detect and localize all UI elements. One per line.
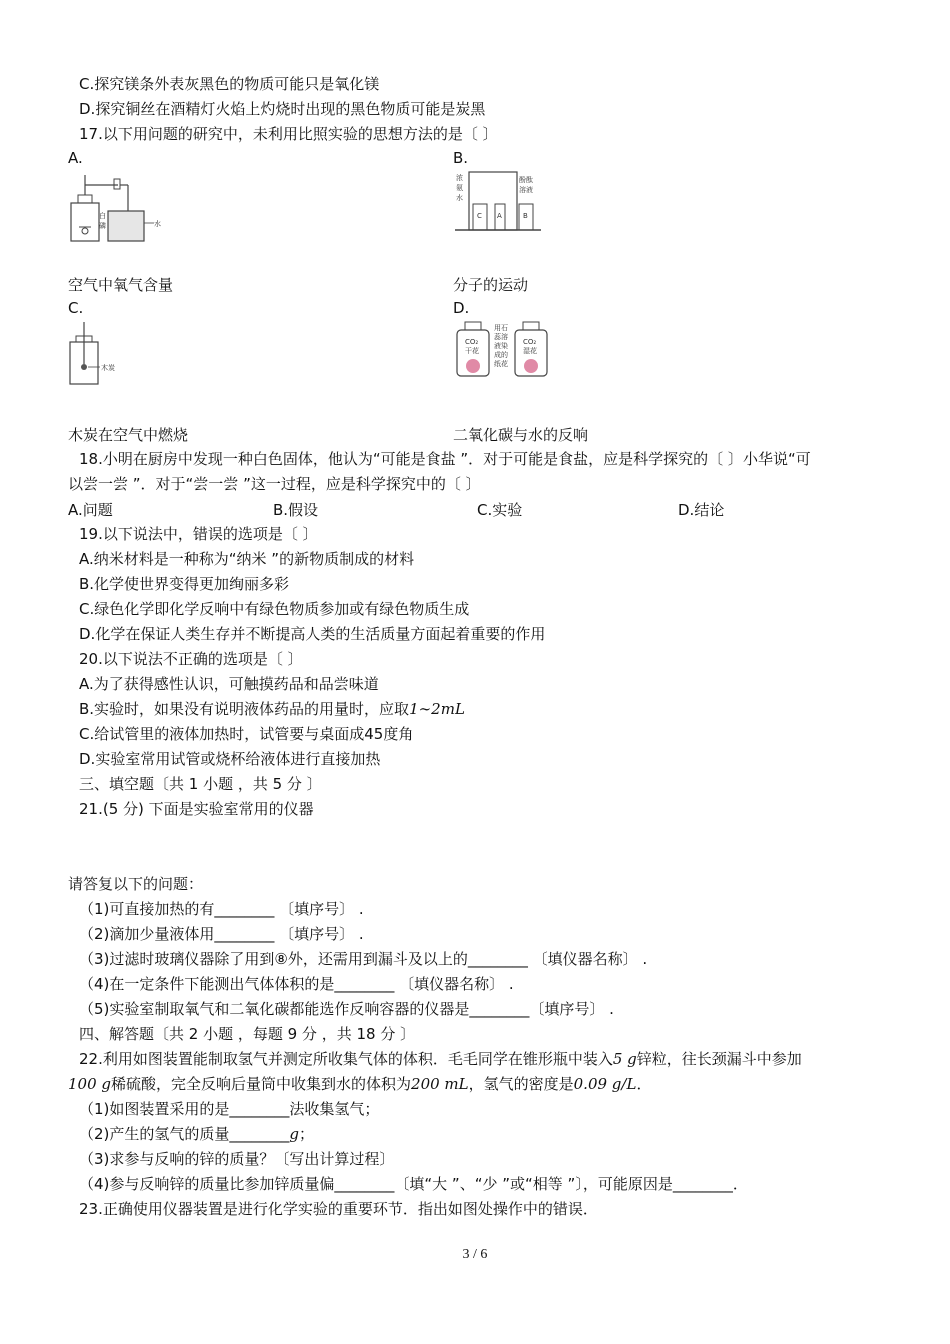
q21-sub-1: （1)可直接加热的有________ 〔填序号〕 . bbox=[79, 900, 364, 918]
charcoal-burning-figure bbox=[66, 320, 136, 388]
page-number: 3 / 6 bbox=[462, 1247, 488, 1262]
q20-option-c[interactable]: C.给试管里的液体加热时，试管要与桌面成45度角 bbox=[79, 725, 414, 743]
hydrogen-density-math: 0.09 g/L bbox=[573, 1075, 637, 1093]
q19-option-b[interactable]: B.化学使世界变得更加绚丽多彩 bbox=[79, 575, 290, 593]
q22-text: 22.利用如图装置能制取氢气并测定所收集气体的体积．毛毛同学在锥形瓶中装入 bbox=[79, 1050, 613, 1068]
q19-option-a[interactable]: A.纳米材料是一种称为“纳米 ”的新物质制成的材料 bbox=[79, 550, 415, 568]
q18-option-b[interactable]: B.假设 bbox=[273, 501, 319, 519]
option-line: C.探究镁条外表灰黑色的物质可能只是氧化镁 bbox=[79, 75, 380, 93]
white-phosphorus-label: 白 bbox=[99, 212, 106, 220]
q17-option-d-label[interactable]: D. bbox=[453, 299, 470, 317]
water-label: 水 bbox=[154, 220, 161, 228]
co2-label: CO₂ bbox=[523, 338, 537, 346]
q21-sub-3: （3)过滤时玻璃仪器除了用到⑧外，还需用到漏斗及以上的________ 〔填仪器名称〕 . bbox=[79, 950, 648, 968]
ammonia-label: 氨 bbox=[456, 184, 463, 192]
q17-option-a-label[interactable]: A. bbox=[68, 149, 83, 167]
q17-option-b-caption: 分子的运动 bbox=[453, 276, 529, 294]
q21-intro: 请答复以下的问题： bbox=[68, 875, 204, 893]
q22-sub-1: （1)如图装置采用的是________法收集氢气； bbox=[79, 1100, 380, 1118]
water-volume-math: 200 mL bbox=[411, 1075, 469, 1093]
q17-option-c-label[interactable]: C. bbox=[68, 299, 84, 317]
q17-option-b-label[interactable]: B. bbox=[453, 149, 469, 167]
zinc-mass-math: 5 g bbox=[612, 1050, 637, 1068]
q19-option-d[interactable]: D.化学在保证人类生存并不断提高人类的生活质量方面起着重要的作用 bbox=[79, 625, 546, 643]
paper-flower-note: 蕊溶 bbox=[494, 333, 508, 341]
question-23-stem: 23.正确使用仪器装置是进行化学实验的重要环节．指出如图处操作中的错误． bbox=[79, 1200, 598, 1218]
charcoal-label: 木炭 bbox=[101, 364, 115, 372]
paper-flower-note: 液染 bbox=[494, 342, 508, 350]
paper-flower-note: 纸花 bbox=[494, 360, 508, 368]
beaker-a-label: A bbox=[497, 212, 502, 220]
q22-text: 稀硫酸，完全反响后量筒中收集到水的体积为 bbox=[111, 1075, 412, 1093]
phenolphthalein-label: 溶液 bbox=[519, 186, 533, 194]
q22-sub-2-text: （2)产生的氢气的质量________ bbox=[79, 1125, 290, 1143]
option-line: D.探究铜丝在酒精灯火焰上灼烧时出现的黑色物质可能是炭黑 bbox=[79, 100, 486, 118]
q21-sub-5: （5)实验室制取氧气和二氧化碳都能选作反响容器的仪器是________〔填序号〕 . bbox=[79, 1000, 614, 1018]
q22-text: ，氢气的密度是 bbox=[468, 1075, 574, 1093]
q20-option-b-text: B.实验时，如果没有说明液体药品的用量时，应取 bbox=[79, 700, 410, 718]
q19-option-c[interactable]: C.绿色化学即化学反响中有绿色物质参加或有绿色物质生成 bbox=[79, 600, 470, 618]
wet-flower-label: 湿花 bbox=[523, 347, 537, 355]
acid-mass-math: 100 g bbox=[68, 1075, 112, 1093]
question-19-stem: 19.以下说法中，错误的选项是〔 〕 bbox=[79, 525, 318, 543]
q17-option-c-caption: 木炭在空气中燃烧 bbox=[68, 426, 189, 444]
dry-flower-label: 干花 bbox=[465, 347, 479, 355]
co2-water-reaction-figure bbox=[453, 320, 553, 380]
phenolphthalein-label: 酚酞 bbox=[519, 176, 533, 184]
q17-option-a-caption: 空气中氧气含量 bbox=[68, 276, 174, 294]
ammonia-label: 浓 bbox=[456, 174, 463, 182]
question-20-stem: 20.以下说法不正确的选项是〔 〕 bbox=[79, 650, 303, 668]
q22-sub-2-end: ； bbox=[299, 1125, 315, 1143]
q20-option-a[interactable]: A.为了获得感性认识，可触摸药品和品尝味道 bbox=[79, 675, 379, 693]
white-phosphorus-label: 磷 bbox=[99, 222, 106, 230]
oxygen-content-apparatus-figure bbox=[66, 171, 162, 245]
question-22-stem bbox=[79, 1049, 802, 1069]
paper-flower-note: 用石 bbox=[494, 324, 508, 332]
question-22-stem-cont bbox=[68, 1074, 651, 1094]
q18-option-c[interactable]: C.实验 bbox=[477, 501, 523, 519]
q20-option-b[interactable] bbox=[79, 699, 465, 719]
beaker-c-label: C bbox=[477, 212, 482, 220]
question-18-stem-cont: 以尝一尝 ”．对于“尝一尝 ”这一过程，应是科学探究中的〔 〕 bbox=[68, 475, 481, 493]
q18-option-a[interactable]: A.问题 bbox=[68, 501, 113, 519]
q22-text: ． bbox=[636, 1075, 652, 1093]
molecule-motion-figure bbox=[453, 170, 543, 234]
co2-label: CO₂ bbox=[465, 338, 479, 346]
beaker-b-label: B bbox=[523, 212, 528, 220]
q22-sub-2 bbox=[79, 1124, 314, 1144]
q21-sub-4: （4)在一定条件下能测出气体体积的是________ 〔填仪器名称〕 . bbox=[79, 975, 514, 993]
section-3-heading: 三、填空题〔共 1 小题 ，共 5 分 〕 bbox=[79, 775, 322, 793]
q22-sub-4: （4)参与反响锌的质量比参加锌质量偏________〔填“大 ”、“少 ”或“相等 ”〕，可能原因是________． bbox=[79, 1175, 748, 1193]
q22-text: 锌粒，往长颈漏斗中参加 bbox=[636, 1050, 802, 1068]
q18-option-d[interactable]: D.结论 bbox=[678, 501, 725, 519]
volume-range-math: 1∼2mL bbox=[409, 700, 465, 718]
q20-option-d[interactable]: D.实验室常用试管或烧杯给液体进行直接加热 bbox=[79, 750, 381, 768]
q17-option-d-caption: 二氧化碳与水的反响 bbox=[453, 426, 589, 444]
paper-flower-note: 成的 bbox=[494, 351, 508, 359]
question-18-stem: 18.小明在厨房中发现一种白色固体，他认为“可能是食盐 ”．对于可能是食盐，应是科学探究的〔 〕小华说“可 bbox=[79, 450, 811, 468]
question-21-stem: 21.(5 分) 下面是实验室常用的仪器 bbox=[79, 800, 314, 818]
q21-sub-2: （2)滴加少量液体用________ 〔填序号〕 . bbox=[79, 925, 364, 943]
question-17-stem: 17.以下用问题的研究中，未利用比照实验的思想方法的是〔 〕 bbox=[79, 125, 498, 143]
section-4-heading: 四、解答题〔共 2 小题 ，每题 9 分 ，共 18 分 〕 bbox=[79, 1025, 416, 1043]
gram-unit-math: g bbox=[289, 1125, 300, 1143]
ammonia-label: 水 bbox=[456, 194, 463, 202]
q22-sub-3: （3)求参与反响的锌的质量？〔写出计算过程〕 bbox=[79, 1150, 395, 1168]
